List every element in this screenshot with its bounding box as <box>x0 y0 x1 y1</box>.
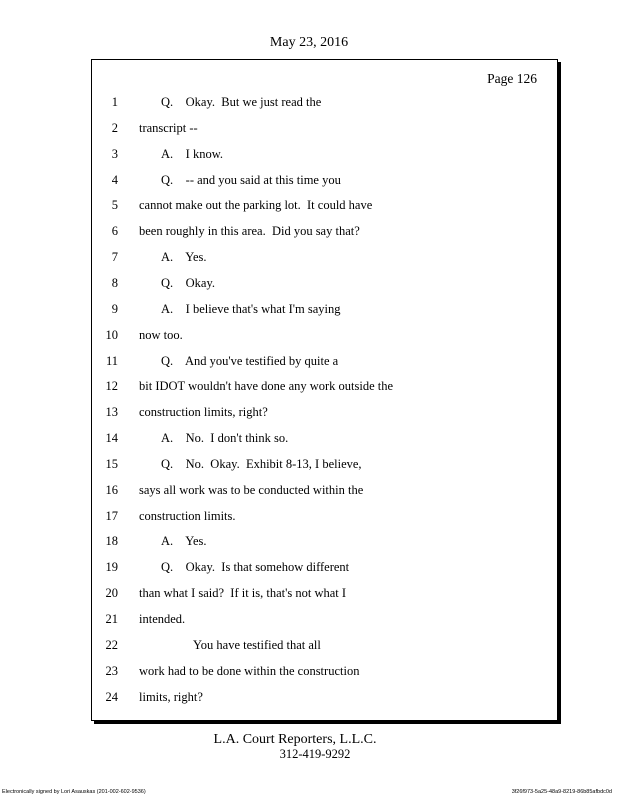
line-number: 5 <box>111 198 118 213</box>
transcript-line <box>92 405 552 425</box>
line-number: 3 <box>111 146 118 161</box>
line-text: limits, right? <box>139 689 203 704</box>
line-number: 17 <box>105 508 118 523</box>
transcript-line <box>92 664 552 684</box>
line-number: 22 <box>105 637 118 652</box>
line-number: 23 <box>105 663 118 678</box>
line-text: transcript -- <box>139 120 198 135</box>
line-number: 2 <box>111 120 118 135</box>
transcript-line <box>92 509 552 529</box>
line-number: 19 <box>105 560 118 575</box>
reporter-phone: 312-419-9292 <box>279 747 351 761</box>
line-number: 7 <box>111 250 118 265</box>
transcript-line <box>92 612 552 632</box>
line-number: 9 <box>111 301 118 316</box>
line-text: been roughly in this area. Did you say that? <box>139 224 360 239</box>
transcript-line <box>92 276 552 296</box>
transcript-line <box>92 302 552 322</box>
transcript-line <box>92 560 552 580</box>
line-number: 1 <box>111 95 118 109</box>
transcript-line <box>92 586 552 606</box>
line-text: intended. <box>139 612 186 626</box>
line-text: cannot make out the parking lot. It could have <box>139 198 373 213</box>
transcript-line <box>92 95 552 115</box>
line-text: Q. And you've testified by quite a <box>161 353 339 368</box>
line-number: 21 <box>105 612 118 626</box>
line-text: Q. No. Okay. Exhibit 8-13, I believe, <box>161 456 362 471</box>
line-number: 14 <box>105 431 118 446</box>
line-text: construction limits. <box>139 508 236 523</box>
line-number: 6 <box>111 224 118 239</box>
transcript-line <box>92 354 552 374</box>
line-number: 20 <box>105 586 118 601</box>
electronic-signature: Electronically signed by Lori Asauskas (201-002-602-9536) <box>2 789 146 795</box>
document-id: 3f26f973-5a25-48a9-8219-86b85afbdc0d <box>511 789 612 795</box>
transcript-line <box>92 457 552 477</box>
line-number: 15 <box>105 456 118 471</box>
line-text: work had to be done within the construction <box>139 663 360 678</box>
transcript-line <box>92 198 552 218</box>
line-text: Q. -- and you said at this time you <box>161 172 341 187</box>
line-number: 16 <box>105 482 118 497</box>
transcript-line <box>92 638 552 658</box>
transcript-line <box>92 534 552 554</box>
line-text: Q. Okay. But we just read the <box>161 95 322 109</box>
line-number: 12 <box>105 379 118 394</box>
transcript-line <box>92 224 552 244</box>
page-number: Page 126 <box>487 71 537 86</box>
line-text: A. I know. <box>161 146 224 161</box>
line-text: A. No. I don't think so. <box>161 431 289 446</box>
line-number: 13 <box>105 405 118 420</box>
line-number: 18 <box>105 534 118 549</box>
line-text: A. Yes. <box>161 250 207 265</box>
line-text: Q. Okay. Is that somehow different <box>161 560 350 575</box>
line-text: now too. <box>139 327 183 342</box>
transcript-date: May 23, 2016 <box>269 35 349 50</box>
transcript-line <box>92 690 552 710</box>
transcript-line <box>92 379 552 399</box>
transcript-line <box>92 431 552 451</box>
transcript-line <box>92 147 552 167</box>
line-number: 24 <box>105 689 118 704</box>
line-number: 8 <box>111 275 118 290</box>
line-number: 11 <box>105 353 118 368</box>
transcript-line <box>92 483 552 503</box>
line-text: A. Yes. <box>161 534 207 549</box>
line-text: than what I said? If it is, that's not what I <box>139 586 347 601</box>
line-text: A. I believe that's what I'm saying <box>161 301 341 316</box>
line-number: 4 <box>111 172 118 187</box>
line-text: Q. Okay. <box>161 275 216 290</box>
line-number: 10 <box>105 327 118 342</box>
transcript-page-frame <box>91 59 558 721</box>
reporter-company: L.A. Court Reporters, L.L.C. <box>213 732 377 747</box>
line-text: construction limits, right? <box>139 405 268 420</box>
transcript-line <box>92 173 552 193</box>
transcript-line <box>92 328 552 348</box>
transcript-line <box>92 250 552 270</box>
line-text: bit IDOT wouldn't have done any work outside the <box>139 379 394 394</box>
line-text: says all work was to be conducted within the <box>139 482 364 497</box>
transcript-line <box>92 121 552 141</box>
line-text: You have testified that all <box>193 637 321 652</box>
